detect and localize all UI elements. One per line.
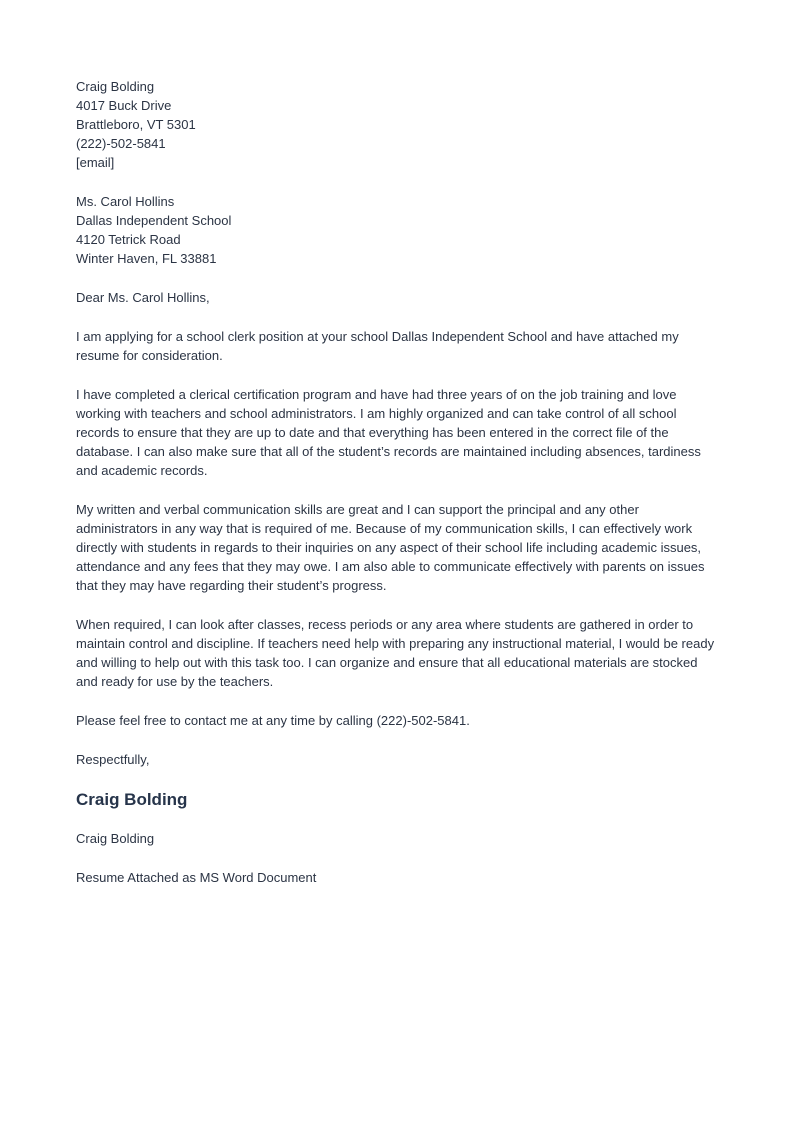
recipient-street: 4120 Tetrick Road [76, 232, 181, 247]
salutation: Dear Ms. Carol Hollins, [76, 290, 210, 305]
body-paragraph-4: When required, I can look after classes, recess periods or any area where students are gathered in order to maintain control and discipline. If teachers need help with preparing any instructional material, I would be ready and willing to help out with this task too. I can organize and ensure that all educational materials are stocked and ready for use by the teachers. [76, 617, 715, 689]
recipient-city-state-zip: Winter Haven, FL 33881 [76, 251, 217, 266]
body-paragraph-1: I am applying for a school clerk position at your school Dallas Independent School and have attached my resume for consideration. [76, 329, 679, 363]
cover-letter [76, 77, 721, 907]
printed-name: Craig Bolding [76, 831, 155, 846]
enclosure-note: Resume Attached as MS Word Document [76, 870, 317, 885]
body-paragraph-2: I have completed a clerical certification program and have had three years of on the job training and love working with teachers and school administrators. I am highly organized and can take control of all school records to ensure that they are up to date and that everything has been entered in the correct file of the database. I can also make sure that all of the student’s records are maintained including absences, tardiness and academic records. [76, 387, 701, 478]
sender-street: 4017 Buck Drive [76, 98, 172, 113]
sender-phone: (222)-502-5841 [76, 136, 166, 151]
recipient-organization: Dallas Independent School [76, 213, 232, 228]
recipient-address [76, 192, 721, 268]
sender-city-state-zip: Brattleboro, VT 5301 [76, 117, 196, 132]
sender-name: Craig Bolding [76, 79, 155, 94]
recipient-name: Ms. Carol Hollins [76, 194, 175, 209]
sender-email: [email] [76, 155, 115, 170]
sender-address [76, 77, 721, 172]
body-paragraph-5: Please feel free to contact me at any time by calling (222)-502-5841. [76, 713, 470, 728]
closing: Respectfully, [76, 752, 150, 767]
signature: Craig Bolding [76, 790, 188, 809]
body-paragraph-3: My written and verbal communication skills are great and I can support the principal and any other administrators in any way that is required of me. Because of my communication skills, I can effectively work directly with students in regards to their inquiries on any aspect of their school life including academic issues, attendance and any fees that they may owe. I am also able to communicate effectively with parents on issues that they may have regarding their student’s progress. [76, 502, 705, 593]
